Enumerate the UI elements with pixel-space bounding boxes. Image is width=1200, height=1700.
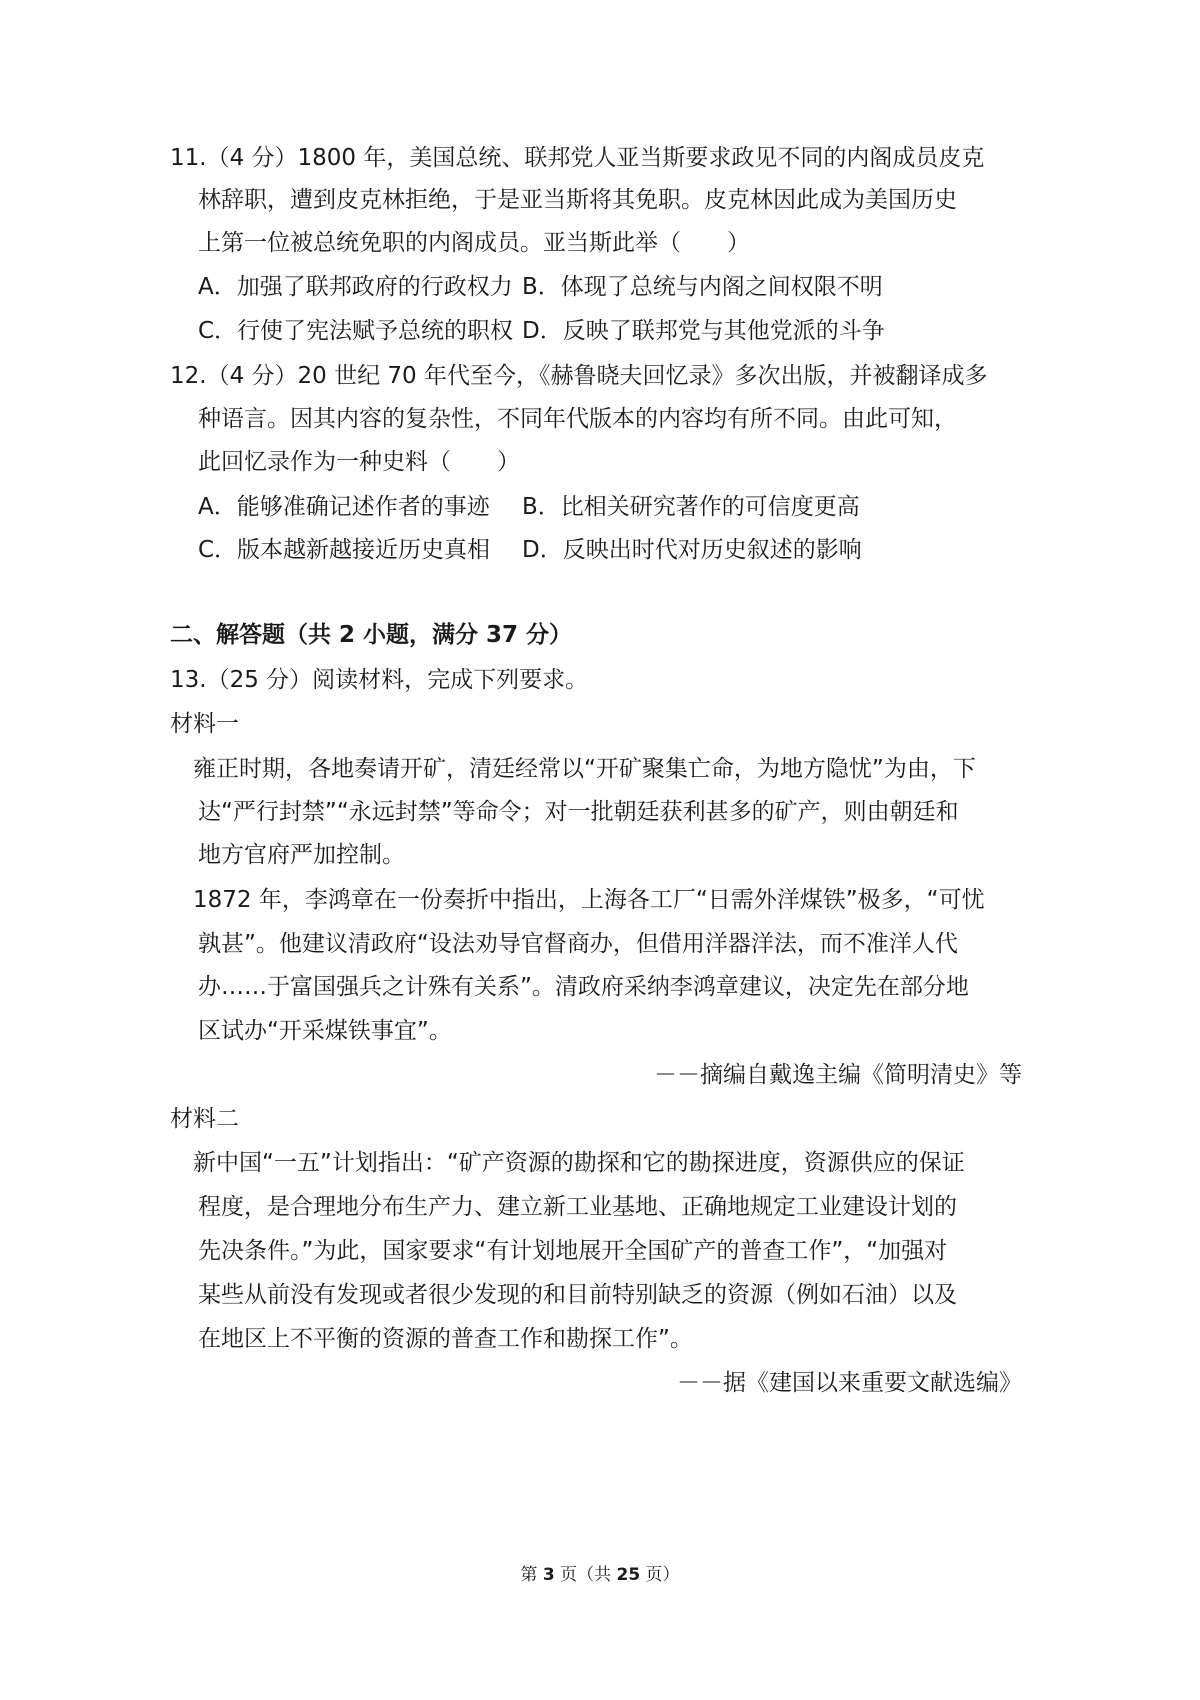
material-2-line-2: 程度，是合理地分布生产力、建立新工业基地、正确地规定工业建设计划的 <box>198 1194 957 1220</box>
footer-total-pages: 25 <box>616 1565 641 1585</box>
q11-option-b: B．体现了总统与内阁之间权限不明 <box>522 274 883 300</box>
q12-option-b: B．比相关研究著作的可信度更高 <box>522 494 860 520</box>
q11-line-2: 林辞职，遭到皮克林拒绝，于是亚当斯将其免职。皮克林因此成为美国历史 <box>198 187 957 213</box>
material-1-p2-line-4: 区试办“开采煤铁事宜”。 <box>198 1018 452 1044</box>
footer-prefix: 第 <box>520 1565 543 1585</box>
material-2-line-5: 在地区上不平衡的资源的普查工作和勘探工作”。 <box>198 1326 693 1352</box>
q12-option-d: D．反映出时代对历史叙述的影响 <box>522 537 862 563</box>
q13-intro: 13.（25 分）阅读材料，完成下列要求。 <box>170 667 589 693</box>
material-1-p2-line-1: 1872 年，李鸿章在一份奏折中指出，上海各工厂“日需外洋煤铁”极多，“可忧 <box>193 887 985 913</box>
q11-option-a: A．加强了联邦政府的行政权力 <box>198 274 513 300</box>
page-footer <box>0 1563 1200 1587</box>
q12-option-c: C．版本越新越接近历史真相 <box>198 537 491 563</box>
material-1-p1-line-3: 地方官府严加控制。 <box>198 842 405 868</box>
material-2-label: 材料二 <box>170 1106 239 1132</box>
q12-line-3: 此回忆录作为一种史料（ ） <box>198 449 520 475</box>
material-1-source: －－摘编自戴逸主编《简明清史》等 <box>654 1062 1022 1088</box>
material-2-line-1: 新中国“一五”计划指出：“矿产资源的勘探和它的勘探进度，资源供应的保证 <box>193 1150 965 1176</box>
footer-suffix: 页） <box>640 1565 680 1585</box>
material-1-label: 材料一 <box>170 711 239 737</box>
material-1-p1-line-1: 雍正时期，各地奏请开矿，清廷经常以“开矿聚集亡命，为地方隐忧”为由，下 <box>193 756 976 782</box>
footer-page-number: 3 <box>542 1565 555 1585</box>
q11-option-c: C．行使了宪法赋予总统的职权 <box>198 318 514 344</box>
section-heading: 二、解答题（共 2 小题，满分 37 分） <box>170 622 573 648</box>
material-1-p2-line-3: 办……于富国强兵之计殊有关系”。清政府采纳李鸿章建议，决定先在部分地 <box>198 974 969 1000</box>
q11-line-3: 上第一位被总统免职的内阁成员。亚当斯此举（ ） <box>198 230 750 256</box>
q12-option-a: A．能够准确记述作者的事迹 <box>198 494 490 520</box>
q11-option-d: D．反映了联邦党与其他党派的斗争 <box>522 318 885 344</box>
footer-middle: 页（共 <box>554 1565 617 1585</box>
material-2-source: －－据《建国以来重要文献选编》 <box>677 1370 1022 1396</box>
material-2-line-3: 先决条件。”为此，国家要求“有计划地展开全国矿产的普查工作”，“加强对 <box>198 1238 948 1264</box>
material-2-line-4: 某些从前没有发现或者很少发现的和目前特别缺乏的资源（例如石油）以及 <box>198 1282 957 1308</box>
q11-line-1: 11.（4 分）1800 年，美国总统、联邦党人亚当斯要求政见不同的内阁成员皮克 <box>170 145 985 171</box>
q12-line-1: 12.（4 分）20 世纪 70 年代至今，《赫鲁晓夫回忆录》多次出版，并被翻译成多 <box>170 363 988 389</box>
material-1-p1-line-2: 达“严行封禁”“永远封禁”等命令；对一批朝廷获利甚多的矿产，则由朝廷和 <box>198 799 959 825</box>
q12-line-2: 种语言。因其内容的复杂性，不同年代版本的内容均有所不同。由此可知， <box>198 406 957 432</box>
material-1-p2-line-2: 孰甚”。他建议清政府“设法劝导官督商办，但借用洋器洋法，而不准洋人代 <box>198 931 958 957</box>
